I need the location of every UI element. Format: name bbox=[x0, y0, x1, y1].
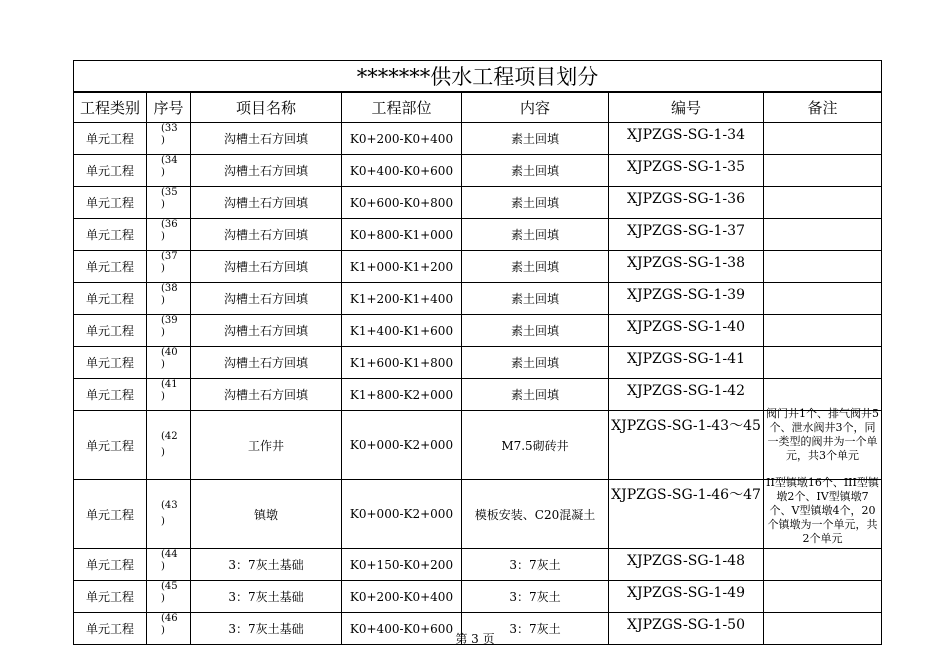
cell-code: XJPZGS-SG-1-38 bbox=[609, 251, 764, 283]
cell-name: 工作井 bbox=[191, 411, 342, 480]
cell-name: 沟槽土石方回填 bbox=[191, 155, 342, 187]
cell-note bbox=[764, 407, 882, 480]
cell-category: 单元工程 bbox=[74, 347, 147, 379]
cell-code: XJPZGS-SG-1-40 bbox=[609, 315, 764, 347]
cell-code: XJPZGS-SG-1-48 bbox=[609, 549, 764, 581]
cell-name: 沟槽土石方回填 bbox=[191, 187, 342, 219]
header-name: 项目名称 bbox=[191, 92, 342, 123]
header-content: 内容 bbox=[462, 92, 609, 123]
cell-name: 沟槽土石方回填 bbox=[191, 219, 342, 251]
cell-name: 镇墩 bbox=[191, 480, 342, 549]
cell-category: 单元工程 bbox=[74, 411, 147, 480]
cell-part: K0+150-K0+200 bbox=[342, 549, 462, 581]
cell-category: 单元工程 bbox=[74, 549, 147, 581]
cell-code: XJPZGS-SG-1-43～45 bbox=[609, 411, 764, 480]
cell-code: XJPZGS-SG-1-46～47 bbox=[609, 480, 764, 549]
cell-name: 3：7灰土基础 bbox=[191, 549, 342, 581]
cell-note bbox=[764, 219, 882, 251]
header-category: 工程类别 bbox=[74, 92, 147, 123]
page-footer: 第 3 页 bbox=[455, 632, 495, 646]
cell-note bbox=[764, 549, 882, 581]
cell-code: XJPZGS-SG-1-41 bbox=[609, 347, 764, 379]
cell-content: 3：7灰土 bbox=[462, 613, 609, 645]
cell-seq: (35 ) bbox=[147, 187, 191, 219]
cell-note bbox=[764, 315, 882, 347]
cell-content: 3：7灰土 bbox=[462, 549, 609, 581]
table-row bbox=[74, 581, 882, 613]
table-row bbox=[74, 283, 882, 315]
cell-part: K0+200-K0+400 bbox=[342, 581, 462, 613]
cell-content: 素土回填 bbox=[462, 283, 609, 315]
cell-name: 沟槽土石方回填 bbox=[191, 251, 342, 283]
cell-seq: (34 ) bbox=[147, 155, 191, 187]
cell-category: 单元工程 bbox=[74, 219, 147, 251]
cell-content: 素土回填 bbox=[462, 379, 609, 411]
cell-name: 沟槽土石方回填 bbox=[191, 283, 342, 315]
cell-code: XJPZGS-SG-1-49 bbox=[609, 581, 764, 613]
cell-category: 单元工程 bbox=[74, 480, 147, 549]
cell-part: K0+800-K1+000 bbox=[342, 219, 462, 251]
cell-seq: (43 ) bbox=[147, 480, 191, 549]
cell-name: 3：7灰土基础 bbox=[191, 613, 342, 645]
cell-part: K0+000-K2+000 bbox=[342, 411, 462, 480]
table-row bbox=[74, 347, 882, 379]
table-row bbox=[74, 315, 882, 347]
cell-content: 素土回填 bbox=[462, 187, 609, 219]
cell-category: 单元工程 bbox=[74, 187, 147, 219]
cell-category: 单元工程 bbox=[74, 581, 147, 613]
cell-content: 素土回填 bbox=[462, 315, 609, 347]
cell-part: K0+400-K0+600 bbox=[342, 155, 462, 187]
cell-part: K1+000-K1+200 bbox=[342, 251, 462, 283]
cell-code: XJPZGS-SG-1-34 bbox=[609, 123, 764, 155]
table-row bbox=[74, 123, 882, 155]
cell-content: 素土回填 bbox=[462, 219, 609, 251]
cell-seq: (41 ) bbox=[147, 379, 191, 411]
cell-content: 素土回填 bbox=[462, 123, 609, 155]
cell-name: 沟槽土石方回填 bbox=[191, 123, 342, 155]
cell-content: 模板安装、C20混凝土 bbox=[462, 480, 609, 549]
cell-seq: (40 ) bbox=[147, 347, 191, 379]
cell-code: XJPZGS-SG-1-50 bbox=[609, 613, 764, 645]
cell-note bbox=[764, 379, 882, 411]
cell-name: 沟槽土石方回填 bbox=[191, 315, 342, 347]
cell-seq: (42 ) bbox=[147, 411, 191, 480]
project-division-table bbox=[73, 60, 882, 645]
cell-category: 单元工程 bbox=[74, 155, 147, 187]
header-row bbox=[74, 92, 882, 123]
cell-seq: (39 ) bbox=[147, 315, 191, 347]
cell-part: K0+600-K0+800 bbox=[342, 187, 462, 219]
cell-seq: (37 ) bbox=[147, 251, 191, 283]
cell-category: 单元工程 bbox=[74, 123, 147, 155]
cell-code: XJPZGS-SG-1-39 bbox=[609, 283, 764, 315]
title-row bbox=[74, 61, 882, 93]
table-row bbox=[74, 480, 882, 549]
cell-note bbox=[764, 347, 882, 379]
cell-note bbox=[764, 283, 882, 315]
cell-content: 素土回填 bbox=[462, 347, 609, 379]
cell-part: K1+800-K2+000 bbox=[342, 379, 462, 411]
cell-part: K0+400-K0+600 bbox=[342, 613, 462, 645]
cell-content: 素土回填 bbox=[462, 251, 609, 283]
cell-category: 单元工程 bbox=[74, 379, 147, 411]
header-code: 编号 bbox=[609, 92, 764, 123]
cell-name: 沟槽土石方回填 bbox=[191, 347, 342, 379]
cell-content: M7.5砌砖井 bbox=[462, 411, 609, 480]
cell-category: 单元工程 bbox=[74, 613, 147, 645]
cell-code: XJPZGS-SG-1-37 bbox=[609, 219, 764, 251]
note-text: 阀门井1个、排气阀井5个、泄水阀井3个，同一类型的阀井为一个单元，共3个单元 bbox=[766, 407, 879, 462]
cell-name: 3：7灰土基础 bbox=[191, 581, 342, 613]
cell-note bbox=[764, 581, 882, 613]
table-row bbox=[74, 155, 882, 187]
sheet-title: *******供水工程项目划分 bbox=[74, 61, 882, 93]
cell-category: 单元工程 bbox=[74, 283, 147, 315]
table-row bbox=[74, 379, 882, 411]
table-row bbox=[74, 187, 882, 219]
cell-seq: (44 ) bbox=[147, 549, 191, 581]
cell-seq: (38 ) bbox=[147, 283, 191, 315]
table-row bbox=[74, 549, 882, 581]
table-row bbox=[74, 219, 882, 251]
table-body bbox=[74, 61, 882, 645]
cell-note bbox=[764, 155, 882, 187]
cell-code: XJPZGS-SG-1-36 bbox=[609, 187, 764, 219]
note-text: II型镇墩16个、III型镇墩2个、IV型镇墩7个、V型镇墩4个，20个镇墩为一个单元，共2个单元 bbox=[766, 476, 879, 545]
cell-note bbox=[764, 476, 882, 549]
cell-name: 沟槽土石方回填 bbox=[191, 379, 342, 411]
cell-part: K0+200-K0+400 bbox=[342, 123, 462, 155]
cell-note bbox=[764, 187, 882, 219]
cell-seq: (45 ) bbox=[147, 581, 191, 613]
cell-part: K0+000-K2+000 bbox=[342, 480, 462, 549]
table-row bbox=[74, 251, 882, 283]
table-row bbox=[74, 411, 882, 480]
cell-code: XJPZGS-SG-1-42 bbox=[609, 379, 764, 411]
cell-note bbox=[764, 123, 882, 155]
header-seq: 序号 bbox=[147, 92, 191, 123]
cell-content: 3：7灰土 bbox=[462, 581, 609, 613]
cell-seq: (36 ) bbox=[147, 219, 191, 251]
header-part: 工程部位 bbox=[342, 92, 462, 123]
cell-part: K1+200-K1+400 bbox=[342, 283, 462, 315]
cell-seq: (33 ) bbox=[147, 123, 191, 155]
cell-note bbox=[764, 251, 882, 283]
cell-category: 单元工程 bbox=[74, 251, 147, 283]
cell-code: XJPZGS-SG-1-35 bbox=[609, 155, 764, 187]
cell-seq: (46 ) bbox=[147, 613, 191, 645]
cell-content: 素土回填 bbox=[462, 155, 609, 187]
cell-part: K1+600-K1+800 bbox=[342, 347, 462, 379]
header-note: 备注 bbox=[764, 92, 882, 123]
cell-part: K1+400-K1+600 bbox=[342, 315, 462, 347]
cell-category: 单元工程 bbox=[74, 315, 147, 347]
